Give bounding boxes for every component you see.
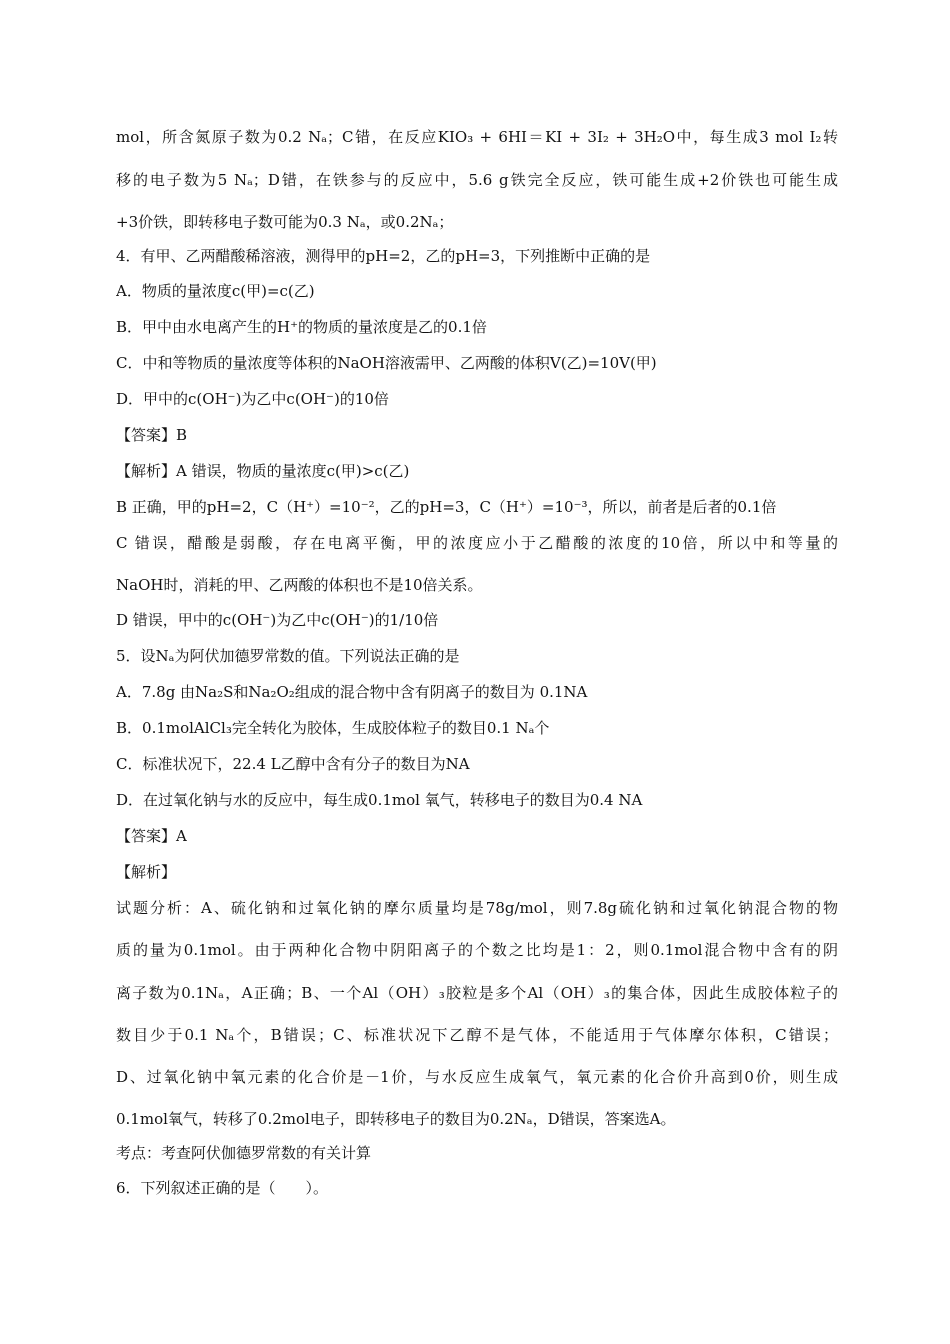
question-5-option-a: A．7.8g 由Na₂S和Na₂O₂组成的混合物中含有阴离子的数目为 0.1NA	[116, 683, 588, 701]
explanation-line: D 错误，甲中的c(OH⁻)为乙中c(OH⁻)的1/10倍	[116, 611, 439, 629]
explanation-line: 0.1mol氧气，转移了0.2mol电子，即转移电子的数目为0.2Nₐ，D错误，答案选A。	[116, 1110, 676, 1128]
question-4-option-b: B．甲中由水电离产生的H⁺的物质的量浓度是乙的0.1倍	[116, 318, 487, 336]
explanation-line: 【解析】A 错误，物质的量浓度c(甲)>c(乙)	[116, 462, 410, 480]
explanation-label: 【解析】	[116, 863, 177, 881]
question-6-stem: 6．下列叙述正确的是（ ）。	[116, 1179, 329, 1197]
explanation-line: 数目少于0.1 Nₐ个，B错误；C、标准状况下乙醇不是气体，不能适用于气体摩尔体积，C错误；	[116, 1026, 838, 1044]
question-5-stem: 5．设Nₐ为阿伏加德罗常数的值。下列说法正确的是	[116, 647, 460, 665]
question-5-option-c: C．标准状况下，22.4 L乙醇中含有分子的数目为NA	[116, 755, 470, 773]
explanation-line: 质的量为0.1mol。由于两种化合物中阴阳离子的个数之比均是1：2，则0.1mol混合物中含有的阴	[116, 941, 838, 959]
explanation-line: C 错误，醋酸是弱酸，存在电离平衡，甲的浓度应小于乙醋酸的浓度的10倍，所以中和等量的	[116, 534, 838, 552]
question-5-option-d: D．在过氧化钠与水的反应中，每生成0.1mol 氧气，转移电子的数目为0.4 NA	[116, 791, 643, 809]
explanation-line: 离子数为0.1Nₐ，A正确；B、一个Al（OH）₃胶粒是多个Al（OH）₃的集合体，因此生成胶体粒子的	[116, 984, 838, 1002]
question-4-stem: 4．有甲、乙两醋酸稀溶液，测得甲的pH=2，乙的pH=3，下列推断中正确的是	[116, 247, 651, 265]
explanation-line: B 正确，甲的pH=2，C（H⁺）=10⁻²，乙的pH=3，C（H⁺）=10⁻³，所以，前者是后者的0.1倍	[116, 498, 777, 516]
explanation-line: 试题分析：A、硫化钠和过氧化钠的摩尔质量均是78g/mol，则7.8g硫化钠和过氧化钠混合物的物	[116, 899, 838, 917]
question-5-option-b: B．0.1molAlCl₃完全转化为胶体，生成胶体粒子的数目0.1 Nₐ个	[116, 719, 550, 737]
answer-label: 【答案】A	[116, 827, 187, 845]
explanation-line: NaOH时，消耗的甲、乙两酸的体积也不是10倍关系。	[116, 576, 483, 594]
explanation-line: D、过氧化钠中氧元素的化合价是－1价，与水反应生成氧气，氧元素的化合价升高到0价，则生成	[116, 1068, 838, 1086]
text-line: +3价铁，即转移电子数可能为0.3 Nₐ，或0.2Nₐ；	[116, 213, 454, 231]
question-4-option-d: D．甲中的c(OH⁻)为乙中c(OH⁻)的10倍	[116, 390, 389, 408]
topic-note: 考点：考查阿伏伽德罗常数的有关计算	[116, 1144, 372, 1162]
question-4-option-c: C．中和等物质的量浓度等体积的NaOH溶液需甲、乙两酸的体积V(乙)=10V(甲)	[116, 354, 657, 372]
answer-label: 【答案】B	[116, 426, 188, 444]
text-line: 移的电子数为5 Nₐ；D错，在铁参与的反应中，5.6 g铁完全反应，铁可能生成+2价铁也可能生成	[116, 171, 838, 189]
text-line: mol，所含氮原子数为0.2 Nₐ；C错，在反应KIO₃ + 6HI＝KI + 3I₂ + 3H₂O中，每生成3 mol I₂转	[116, 128, 838, 146]
question-4-option-a: A．物质的量浓度c(甲)=c(乙)	[116, 282, 315, 300]
